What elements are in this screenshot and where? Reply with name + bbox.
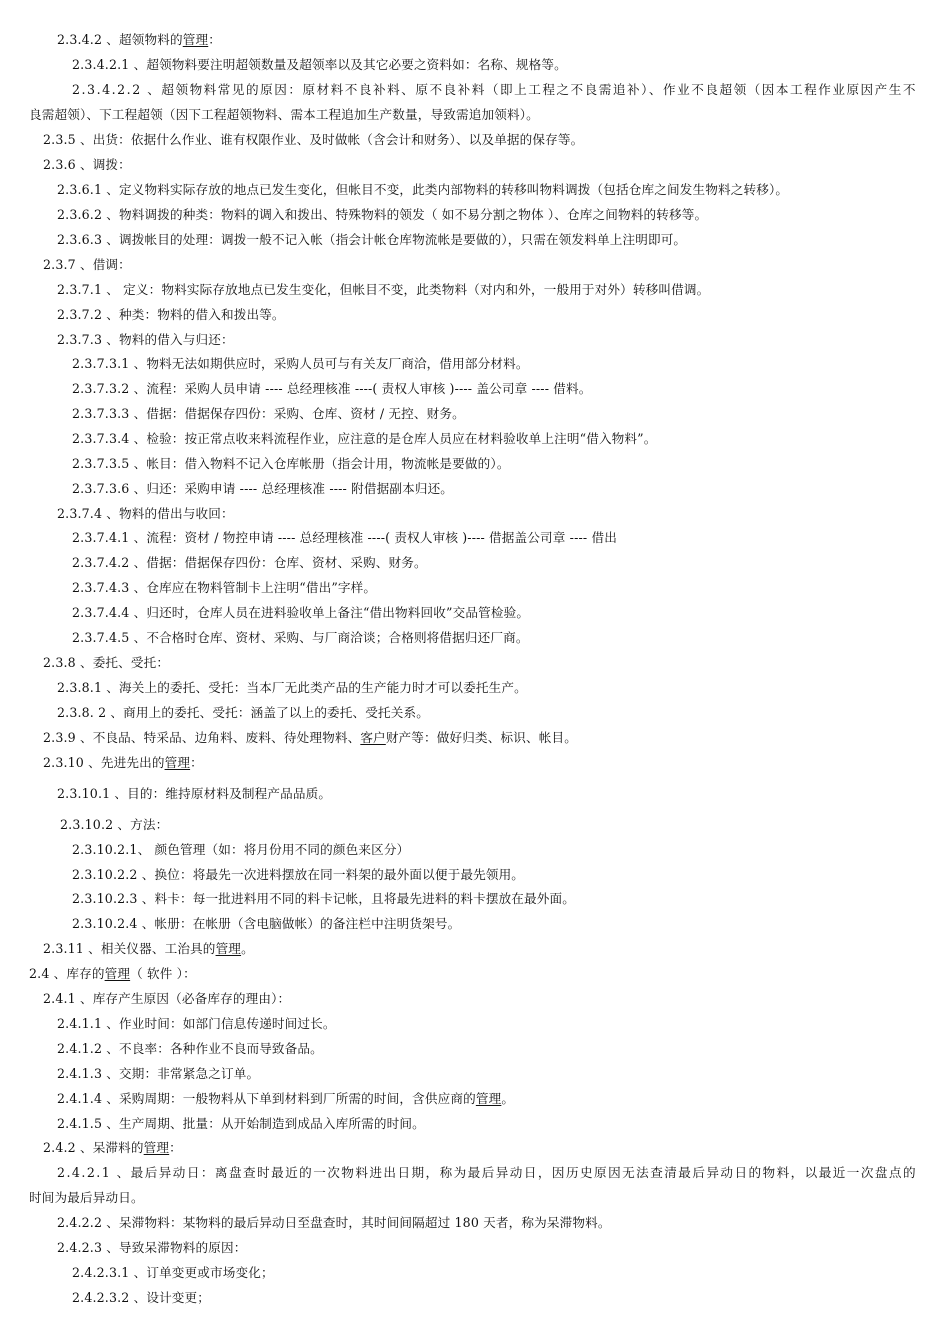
text-segment: 2.3.7.3 、物料的借入与归还： [57, 332, 234, 347]
text-segment: 2.4 、库存的 [29, 966, 105, 981]
underlined-term: 客户 [360, 730, 386, 745]
text-line [57, 1016, 336, 1032]
text-segment: 2.4.2.2 、呆滞物料：某物料的最后异动日至盘查时，其时间间隔超过 180 天者，称为呆滞物料。 [57, 1215, 611, 1230]
text-segment: 2.4.1.2 、不良率：各种作业不良而导致备品。 [57, 1041, 323, 1056]
text-segment: 2.3.7.4.3 、仓库应在物料管制卡上注明“借出”字样。 [72, 580, 377, 595]
text-segment: ： [190, 755, 203, 770]
text-segment: 2.3.7.3.6 、归还：采购申请 ---- 总经理核准 ---- 附借据副本归还。 [72, 481, 454, 496]
text-segment: 2.4.1.5 、生产周期、批量：从开始制造到成品入库所需的时间。 [57, 1116, 425, 1131]
text-segment: 2.3.7.3.3 、借据：借据保存四份：采购、仓库、资材 / 无控、财务。 [72, 406, 465, 421]
text-segment: 2.3.4.2 、超领物料的 [57, 32, 183, 47]
text-line [72, 605, 529, 621]
text-segment: 。 [501, 1091, 515, 1106]
text-segment: ： [169, 1140, 182, 1155]
text-line [72, 57, 567, 73]
text-line [57, 32, 221, 48]
text-segment: 2.3.4.2.2 、超领物料常见的原因：原材料不良补料、原不良补料（即上工程之不良需追补）、作业不良超领（因本工程作业原因产生不 [72, 82, 917, 97]
text-segment: 2.3.10 、先进先出的 [43, 755, 165, 770]
text-segment: 2.3.7.4.5 、不合格时仓库、资材、采购、与厂商洽谈；合格则将借据归还厂商。 [72, 630, 529, 645]
text-segment: 2.3.8.1 、海关上的委托、受托：当本厂无此类产品的生产能力时才可以委托生产。 [57, 680, 527, 695]
text-line [57, 332, 234, 348]
text-segment: 2.3.7.2 、种类：物料的借入和拨出等。 [57, 307, 285, 322]
text-segment: 2.3.6.3 、调拨帐目的处理：调拨一般不记入帐（指会计帐仓库物流帐是要做的），只需在领发料单上注明即可。 [57, 232, 687, 247]
text-line [57, 1165, 917, 1181]
text-line [72, 916, 460, 932]
text-segment: 2.3.7.4.4 、归还时，仓库人员在进料验收单上备注“借出物料回收”交品管检验。 [72, 605, 530, 620]
text-segment: 2.3.7.3.5 、帐目：借入物料不记入仓库帐册（指会计用，物流帐是要做的）。 [72, 456, 510, 471]
text-line [29, 107, 539, 123]
underlined-term: 管理 [104, 966, 131, 981]
text-segment: 2.4.2.3.1 、订单变更或市场变化； [72, 1265, 274, 1280]
text-segment: 2.3.7.3.4 、检验：按正常点收来料流程作业，应注意的是仓库人员应在材料验收单上注明“借入物料”。 [72, 431, 657, 446]
text-line [57, 1215, 611, 1231]
text-segment: 2.3.10.2.3 、料卡：每一批进料用不同的料卡记帐，且将最先进料的料卡摆放在最外面。 [72, 891, 576, 906]
text-line [72, 82, 917, 98]
text-segment: 2.3.9 、不良品、特采品、边角料、废料、待处理物料、 [43, 730, 361, 745]
text-line [43, 157, 131, 173]
text-line [72, 630, 529, 646]
text-line [72, 406, 465, 422]
text-line [72, 555, 427, 571]
text-line [57, 1066, 259, 1082]
text-segment: 2.3.10.2.1、 颜色管理（如：将月份用不同的颜色来区分） [72, 842, 410, 857]
text-line [43, 730, 577, 746]
text-segment: 2.3.10.1 、目的：维持原材料及制程产品品质。 [57, 786, 332, 801]
text-line [72, 530, 617, 546]
text-line [72, 867, 524, 883]
text-line [72, 481, 453, 497]
text-line [57, 282, 709, 298]
text-line [57, 1041, 323, 1057]
text-segment: 2.4.1 、库存产生原因（必备库存的理由）： [43, 991, 291, 1006]
text-segment: 2.3.8 、委托、受托： [43, 655, 170, 670]
text-line [43, 655, 169, 671]
underlined-term: 管理 [182, 32, 209, 47]
text-line [60, 817, 168, 833]
text-line [57, 182, 788, 198]
text-segment: 2.3.7.3.1 、物料无法如期供应时，采购人员可与有关友厂商洽，借用部分材料。 [72, 356, 529, 371]
text-segment: 2.3.7.1 、 定义：物料实际存放地点已发生变化，但帐目不变，此类物料（对内和外，一般用于对外）转移叫借调。 [57, 282, 710, 297]
text-segment: 财产等：做好归类、标识、帐目。 [385, 730, 577, 745]
text-segment: 2.3.8. 2 、商用上的委托、受托：涵盖了以上的委托、受托关系。 [57, 705, 430, 720]
text-line [72, 842, 409, 858]
underlined-term: 管理 [143, 1140, 170, 1155]
text-line [57, 1240, 246, 1256]
text-line [57, 307, 285, 323]
text-line [57, 705, 429, 721]
text-segment: 2.4.1.1 、作业时间：如部门信息传递时间过长。 [57, 1016, 336, 1031]
text-line [72, 891, 575, 907]
text-line [29, 1190, 144, 1206]
text-line [57, 506, 234, 522]
text-segment: 2.3.11 、相关仪器、工治具的 [43, 941, 216, 956]
text-segment: 2.3.6.1 、定义物料实际存放的地点已发生变化，但帐目不变，此类内部物料的转移叫物料调拨（包括仓库之间发生物料之转移）。 [57, 182, 789, 197]
underlined-term: 管理 [215, 941, 242, 956]
text-segment: 2.3.10.2.4 、帐册：在帐册（含电脑做帐）的备注栏中注明货架号。 [72, 916, 461, 931]
text-line [43, 132, 583, 148]
text-segment: 2.4.2.1 、最后异动日：离盘查时最近的一次物料进出日期，称为最后异动日，因历史原因无法查清最后异动日的物料，以最近一次盘点的 [57, 1165, 917, 1180]
text-segment: 2.4.1.4 、采购周期：一般物料从下单到材料到厂所需的时间，含供应商的 [57, 1091, 476, 1106]
text-segment: ： [208, 32, 221, 47]
text-segment: 2.4.2.3.2 、设计变更； [72, 1290, 211, 1305]
text-line [43, 1140, 182, 1156]
text-segment: （ 软件 ）： [130, 966, 196, 981]
text-segment: 2.4.1.3 、交期：非常紧急之订单。 [57, 1066, 260, 1081]
text-line [43, 941, 254, 957]
text-segment: 2.3.6 、调拨： [43, 157, 131, 172]
underlined-term: 管理 [164, 755, 191, 770]
text-segment: 。 [241, 941, 254, 956]
text-segment: 2.4.2 、呆滞料的 [43, 1140, 144, 1155]
text-line [57, 207, 707, 223]
text-line [72, 580, 376, 596]
text-line [57, 232, 686, 248]
underlined-term: 管理 [475, 1091, 502, 1106]
text-segment: 2.3.7 、借调： [43, 257, 131, 272]
text-segment: 2.3.5 、出货：依据什么作业、谁有权限作业、及时做帐（含会计和财务）、以及单据的保存等。 [43, 132, 584, 147]
text-segment: 2.3.7.4.1 、流程：资材 / 物控申请 ---- 总经理核准 ----( 责权人审核 )---- 借据盖公司章 ---- 借出 [72, 530, 617, 545]
text-segment: 2.3.7.3.2 、流程：采购人员申请 ---- 总经理核准 ----( 责权人审核 )---- 盖公司章 ---- 借料。 [72, 381, 592, 396]
text-line [57, 1091, 514, 1107]
text-line [57, 786, 331, 802]
text-line [57, 1116, 425, 1132]
text-line [72, 1265, 274, 1281]
text-line [29, 966, 196, 982]
text-segment: 2.3.10.2 、方法： [60, 817, 169, 832]
text-line [43, 991, 290, 1007]
text-segment: 2.3.7.4 、物料的借出与收回： [57, 506, 234, 521]
text-line [72, 356, 529, 372]
text-line [43, 755, 203, 771]
text-segment: 2.3.7.4.2 、借据：借据保存四份：仓库、资材、采购、财务。 [72, 555, 427, 570]
text-line [57, 680, 527, 696]
text-segment: 2.4.2.3 、导致呆滞物料的原因： [57, 1240, 247, 1255]
text-line [43, 257, 131, 273]
text-line [72, 381, 592, 397]
text-line [72, 456, 510, 472]
text-line [72, 431, 657, 447]
text-segment: 时间为最后异动日。 [29, 1190, 144, 1205]
text-segment: 2.3.6.2 、物料调拨的种类：物料的调入和拨出、特殊物料的领发（ 如不易分割之物体 ）、仓库之间物料的转移等。 [57, 207, 708, 222]
text-segment: 2.3.10.2.2 、换位：将最先一次进料摆放在同一料架的最外面以便于最先领用。 [72, 867, 525, 882]
text-line [72, 1290, 210, 1306]
text-segment: 2.3.4.2.1 、超领物料要注明超领数量及超领率以及其它必要之资料如：名称、规格等。 [72, 57, 567, 72]
text-segment: 良需超领）、下工程超领（因下工程超领物料、需本工程追加生产数量，导致需追加领料）。 [29, 107, 539, 122]
